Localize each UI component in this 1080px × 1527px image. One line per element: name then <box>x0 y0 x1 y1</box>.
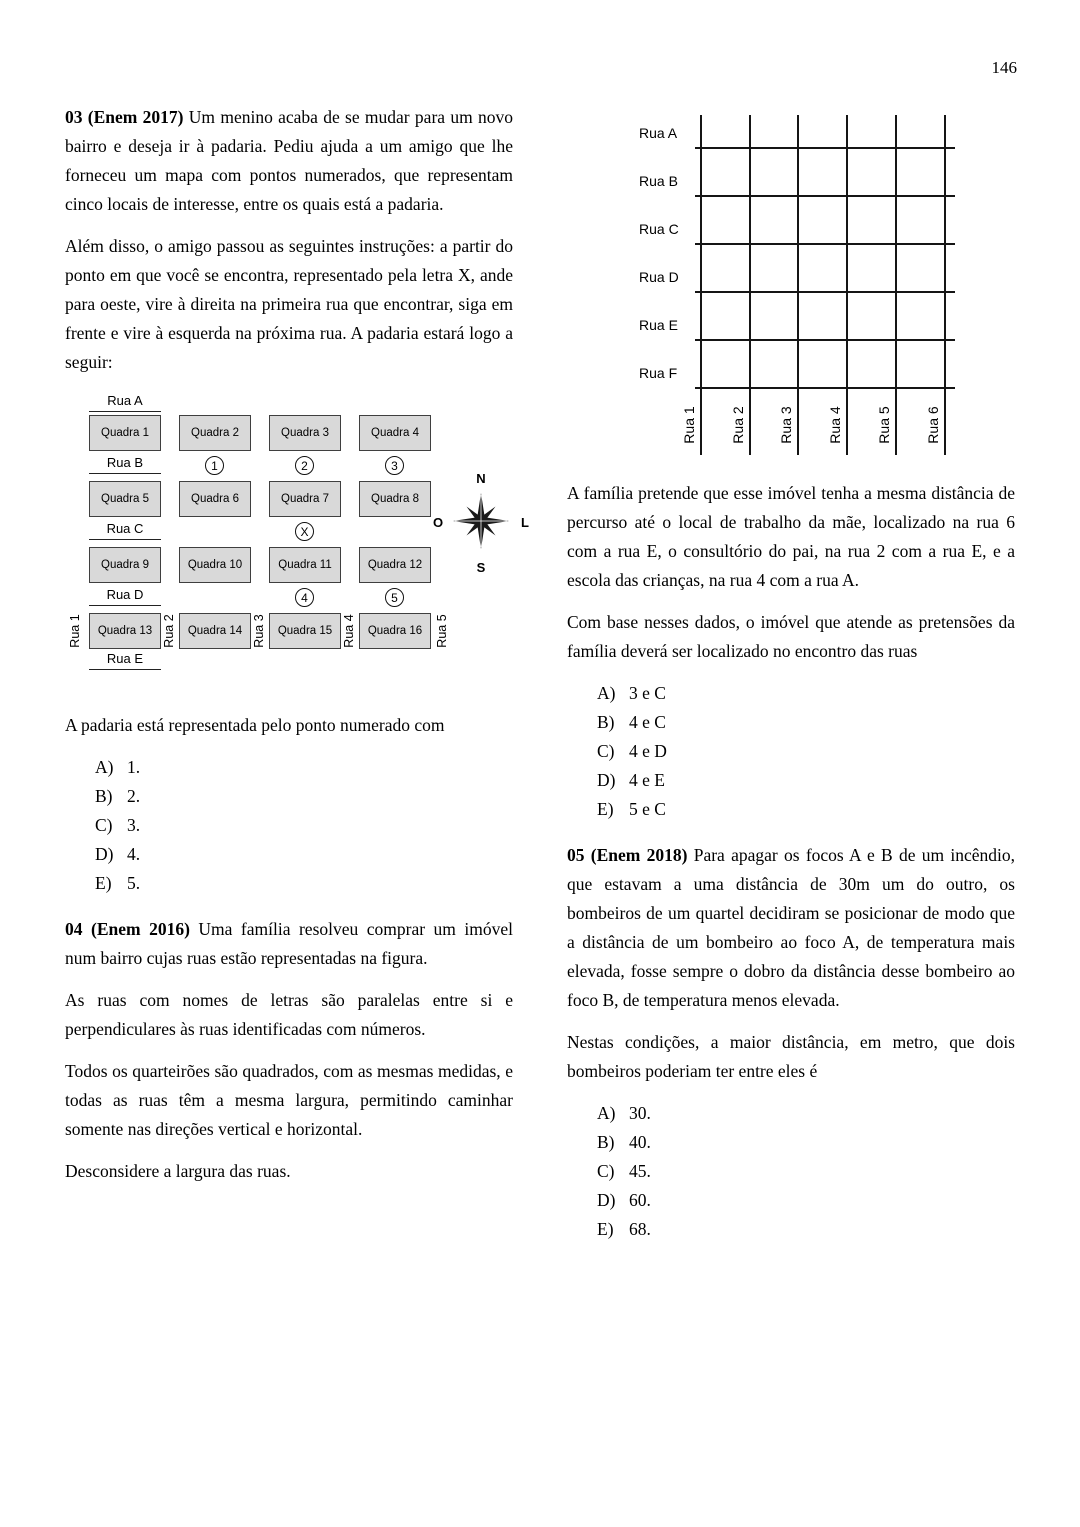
q05-options <box>567 1099 1015 1244</box>
q04-paragraph-4: Desconsidere a largura das ruas. <box>65 1161 291 1181</box>
quadra-label: Quadra 12 <box>367 559 423 571</box>
quadra-label: Quadra 8 <box>371 493 419 505</box>
quadra-box <box>89 613 161 649</box>
street-label-rua-c: Rua C <box>89 521 161 540</box>
option-value: 3 e C <box>629 683 666 703</box>
option-letter: A) <box>95 757 114 777</box>
grid-street-label: Rua D <box>639 269 679 285</box>
street-label-rua-d: Rua D <box>89 587 161 606</box>
q03-label: 03 (Enem 2017) <box>65 107 184 127</box>
option-value: 60. <box>629 1190 651 1210</box>
option-row <box>95 840 513 869</box>
compass-north-label: N <box>476 471 486 486</box>
neighborhood-map-figure <box>65 393 535 685</box>
quadra-label: Quadra 15 <box>277 625 333 637</box>
q05-p1-text: Para apagar os focos A e B de um incêndio, que estavam a uma distância de 30m um do outro, os bombeiros de um quartel decidiram se posicionar de modo que a distância de um bombeiro ao foco A, de temperatura mais elevada, fosse sempre o dobro da distância desse bombeiro ao foco B, de temperatura menos elevada. <box>567 845 1016 1010</box>
q04-intro-paragraph <box>65 915 513 973</box>
q04-paragraph-3: Todos os quarteirões são quadrados, com as mesmas medidas, e todas as ruas têm a mesma largura, permitindo caminhar somente nas direções vertical e horizontal. <box>65 1061 513 1139</box>
option-letter: C) <box>597 741 615 761</box>
page-number: 146 <box>991 58 1017 77</box>
quadra-label: Quadra 11 <box>278 559 332 571</box>
quadra-box <box>89 547 161 583</box>
option-row <box>597 1128 1015 1157</box>
compass-star-icon <box>453 493 509 549</box>
option-letter: B) <box>95 786 113 806</box>
grid-hline <box>695 387 955 389</box>
grid-vertical-street-label: Rua 3 <box>778 406 794 444</box>
q03-p1-text: Um menino acaba de se mudar para um novo bairro e deseja ir à padaria. Pediu ajuda a um amigo que lhe forneceu um mapa com pontos numerados, que representam cinco locais de interesse, entre os quais está a padaria. <box>65 107 513 214</box>
q03-question-text: A padaria está representada pelo ponto numerado com <box>65 715 445 735</box>
option-row <box>95 811 513 840</box>
right-column <box>567 103 1015 1261</box>
quadra-box <box>269 613 341 649</box>
option-row <box>597 679 1015 708</box>
q04-paragraph-2: As ruas com nomes de letras são paralelas entre si e perpendiculares às ruas identificadas com números. <box>65 990 513 1039</box>
quadra-label: Quadra 4 <box>371 427 419 439</box>
quadra-label: Quadra 10 <box>187 559 243 571</box>
q03-intro-paragraph <box>65 103 513 219</box>
map-point-4: 4 <box>295 588 314 607</box>
grid-street-label: Rua C <box>639 221 679 237</box>
option-value: 5 e C <box>629 799 666 819</box>
map-point-3: 3 <box>385 456 404 475</box>
grid-vertical-street-label: Rua 5 <box>876 406 892 444</box>
grid-vertical-street-label: Rua 2 <box>730 406 746 444</box>
q05-intro-paragraph <box>567 841 1015 1015</box>
grid-street-label: Rua B <box>639 173 678 189</box>
option-letter: C) <box>597 1161 615 1181</box>
quadra-label: Quadra 7 <box>281 493 329 505</box>
street-label-rua-a: Rua A <box>89 393 161 412</box>
option-row <box>597 1157 1015 1186</box>
map-point-5: 5 <box>385 588 404 607</box>
quadra-label: Quadra 1 <box>101 427 149 439</box>
option-row <box>597 708 1015 737</box>
option-row <box>597 737 1015 766</box>
map-point-x: X <box>295 522 314 541</box>
vertical-street-label: Rua 5 <box>435 614 449 648</box>
grid-hline <box>695 147 955 149</box>
grid-vline <box>700 115 702 455</box>
grid-vertical-street-label: Rua 1 <box>681 406 697 444</box>
option-value: 4. <box>127 844 141 864</box>
option-row <box>95 869 513 898</box>
quadra-box <box>359 547 431 583</box>
option-letter: D) <box>95 844 114 864</box>
quadra-box <box>269 547 341 583</box>
quadra-label: Quadra 13 <box>97 625 153 637</box>
compass-west-label: O <box>433 515 444 530</box>
map-point-2: 2 <box>295 456 314 475</box>
option-letter: A) <box>597 1103 616 1123</box>
quadra-label: Quadra 3 <box>281 427 329 439</box>
option-value: 40. <box>629 1132 651 1152</box>
quadra-box <box>179 415 251 451</box>
q04-question-text: Com base nesses dados, o imóvel que atende as pretensões da família deverá ser localizado no encontro das ruas <box>567 612 1015 661</box>
quadra-box <box>179 547 251 583</box>
q05-label: 05 (Enem 2018) <box>567 845 688 865</box>
quadra-label: Quadra 16 <box>367 625 423 637</box>
grid-vline <box>846 115 848 455</box>
compass-east-label: L <box>521 515 529 530</box>
grid-hline <box>695 291 955 293</box>
grid-vertical-street-label: Rua 6 <box>925 406 941 444</box>
grid-street-label: Rua E <box>639 317 678 333</box>
option-value: 68. <box>629 1219 651 1239</box>
option-value: 4 e C <box>629 712 666 732</box>
option-letter: D) <box>597 770 616 790</box>
quadra-label: Quadra 2 <box>191 427 239 439</box>
quadra-box <box>89 415 161 451</box>
q04-options <box>567 679 1015 824</box>
quadra-box <box>179 613 251 649</box>
compass-south-label: S <box>476 560 486 575</box>
q04-label: 04 (Enem 2016) <box>65 919 190 939</box>
quadra-box <box>359 613 431 649</box>
quadra-box <box>269 415 341 451</box>
quadra-label: Quadra 14 <box>187 625 243 637</box>
option-value: 5. <box>127 873 141 893</box>
quadra-label: Quadra 6 <box>191 493 239 505</box>
option-value: 30. <box>629 1103 651 1123</box>
grid-vline <box>895 115 897 455</box>
option-value: 3. <box>127 815 141 835</box>
option-letter: C) <box>95 815 113 835</box>
option-letter: A) <box>597 683 616 703</box>
grid-vertical-street-label: Rua 4 <box>827 406 843 444</box>
grid-street-label: Rua F <box>639 365 678 381</box>
grid-vline <box>944 115 946 455</box>
option-value: 2. <box>127 786 141 806</box>
q04-p1-text: Uma família resolveu comprar um imóvel num bairro cujas ruas estão representadas na figura. <box>65 919 514 968</box>
q05-question-text: Nestas condições, a maior distância, em metro, que dois bombeiros poderiam ter entre eles é <box>567 1032 1015 1081</box>
grid-street-label: Rua A <box>639 125 678 141</box>
quadra-box <box>89 481 161 517</box>
street-label-rua-b: Rua B <box>89 455 161 474</box>
compass-rose <box>433 471 529 575</box>
option-row <box>95 753 513 782</box>
quadra-label: Quadra 9 <box>101 559 149 571</box>
q04-paragraph-5: A família pretende que esse imóvel tenha a mesma distância de percurso até o local de trabalho da mãe, localizado na rua 6 com a rua E, o consultório do pai, na rua 2 com a rua E, e a escola das crianças, na rua 4 com a rua A. <box>567 483 1015 590</box>
q03-options <box>65 753 513 898</box>
option-letter: B) <box>597 1132 615 1152</box>
option-row <box>597 766 1015 795</box>
option-value: 1. <box>127 757 141 777</box>
map-point-1: 1 <box>205 456 224 475</box>
option-letter: B) <box>597 712 615 732</box>
quadra-box <box>179 481 251 517</box>
left-column <box>65 103 529 1199</box>
option-value: 4 e E <box>629 770 665 790</box>
grid-hline <box>695 195 955 197</box>
vertical-street-label: Rua 2 <box>162 614 176 648</box>
grid-hline <box>695 243 955 245</box>
street-grid-figure <box>567 107 1015 459</box>
option-letter: E) <box>95 873 112 893</box>
quadra-box <box>359 481 431 517</box>
vertical-street-label: Rua 3 <box>252 614 266 648</box>
option-letter: D) <box>597 1190 616 1210</box>
vertical-street-label: Rua 4 <box>342 614 356 648</box>
option-letter: E) <box>597 799 614 819</box>
vertical-street-label: Rua 1 <box>68 614 82 648</box>
option-row <box>597 1215 1015 1244</box>
quadra-box <box>359 415 431 451</box>
street-label-rua-e: Rua E <box>89 651 161 670</box>
option-row <box>597 795 1015 824</box>
option-row <box>95 782 513 811</box>
grid-vline <box>749 115 751 455</box>
q03-instructions-paragraph: Além disso, o amigo passou as seguintes instruções: a partir do ponto em que você se encontra, representado pela letra X, ande para oeste, vire à direita na primeira rua que encontrar, siga em frente e vire à esquerda na próxima rua. A padaria estará logo a seguir: <box>65 236 513 372</box>
option-letter: E) <box>597 1219 614 1239</box>
grid-vline <box>797 115 799 455</box>
option-value: 45. <box>629 1161 651 1181</box>
option-row <box>597 1186 1015 1215</box>
grid-hline <box>695 339 955 341</box>
option-row <box>597 1099 1015 1128</box>
quadra-label: Quadra 5 <box>101 493 149 505</box>
option-value: 4 e D <box>629 741 667 761</box>
quadra-box <box>269 481 341 517</box>
